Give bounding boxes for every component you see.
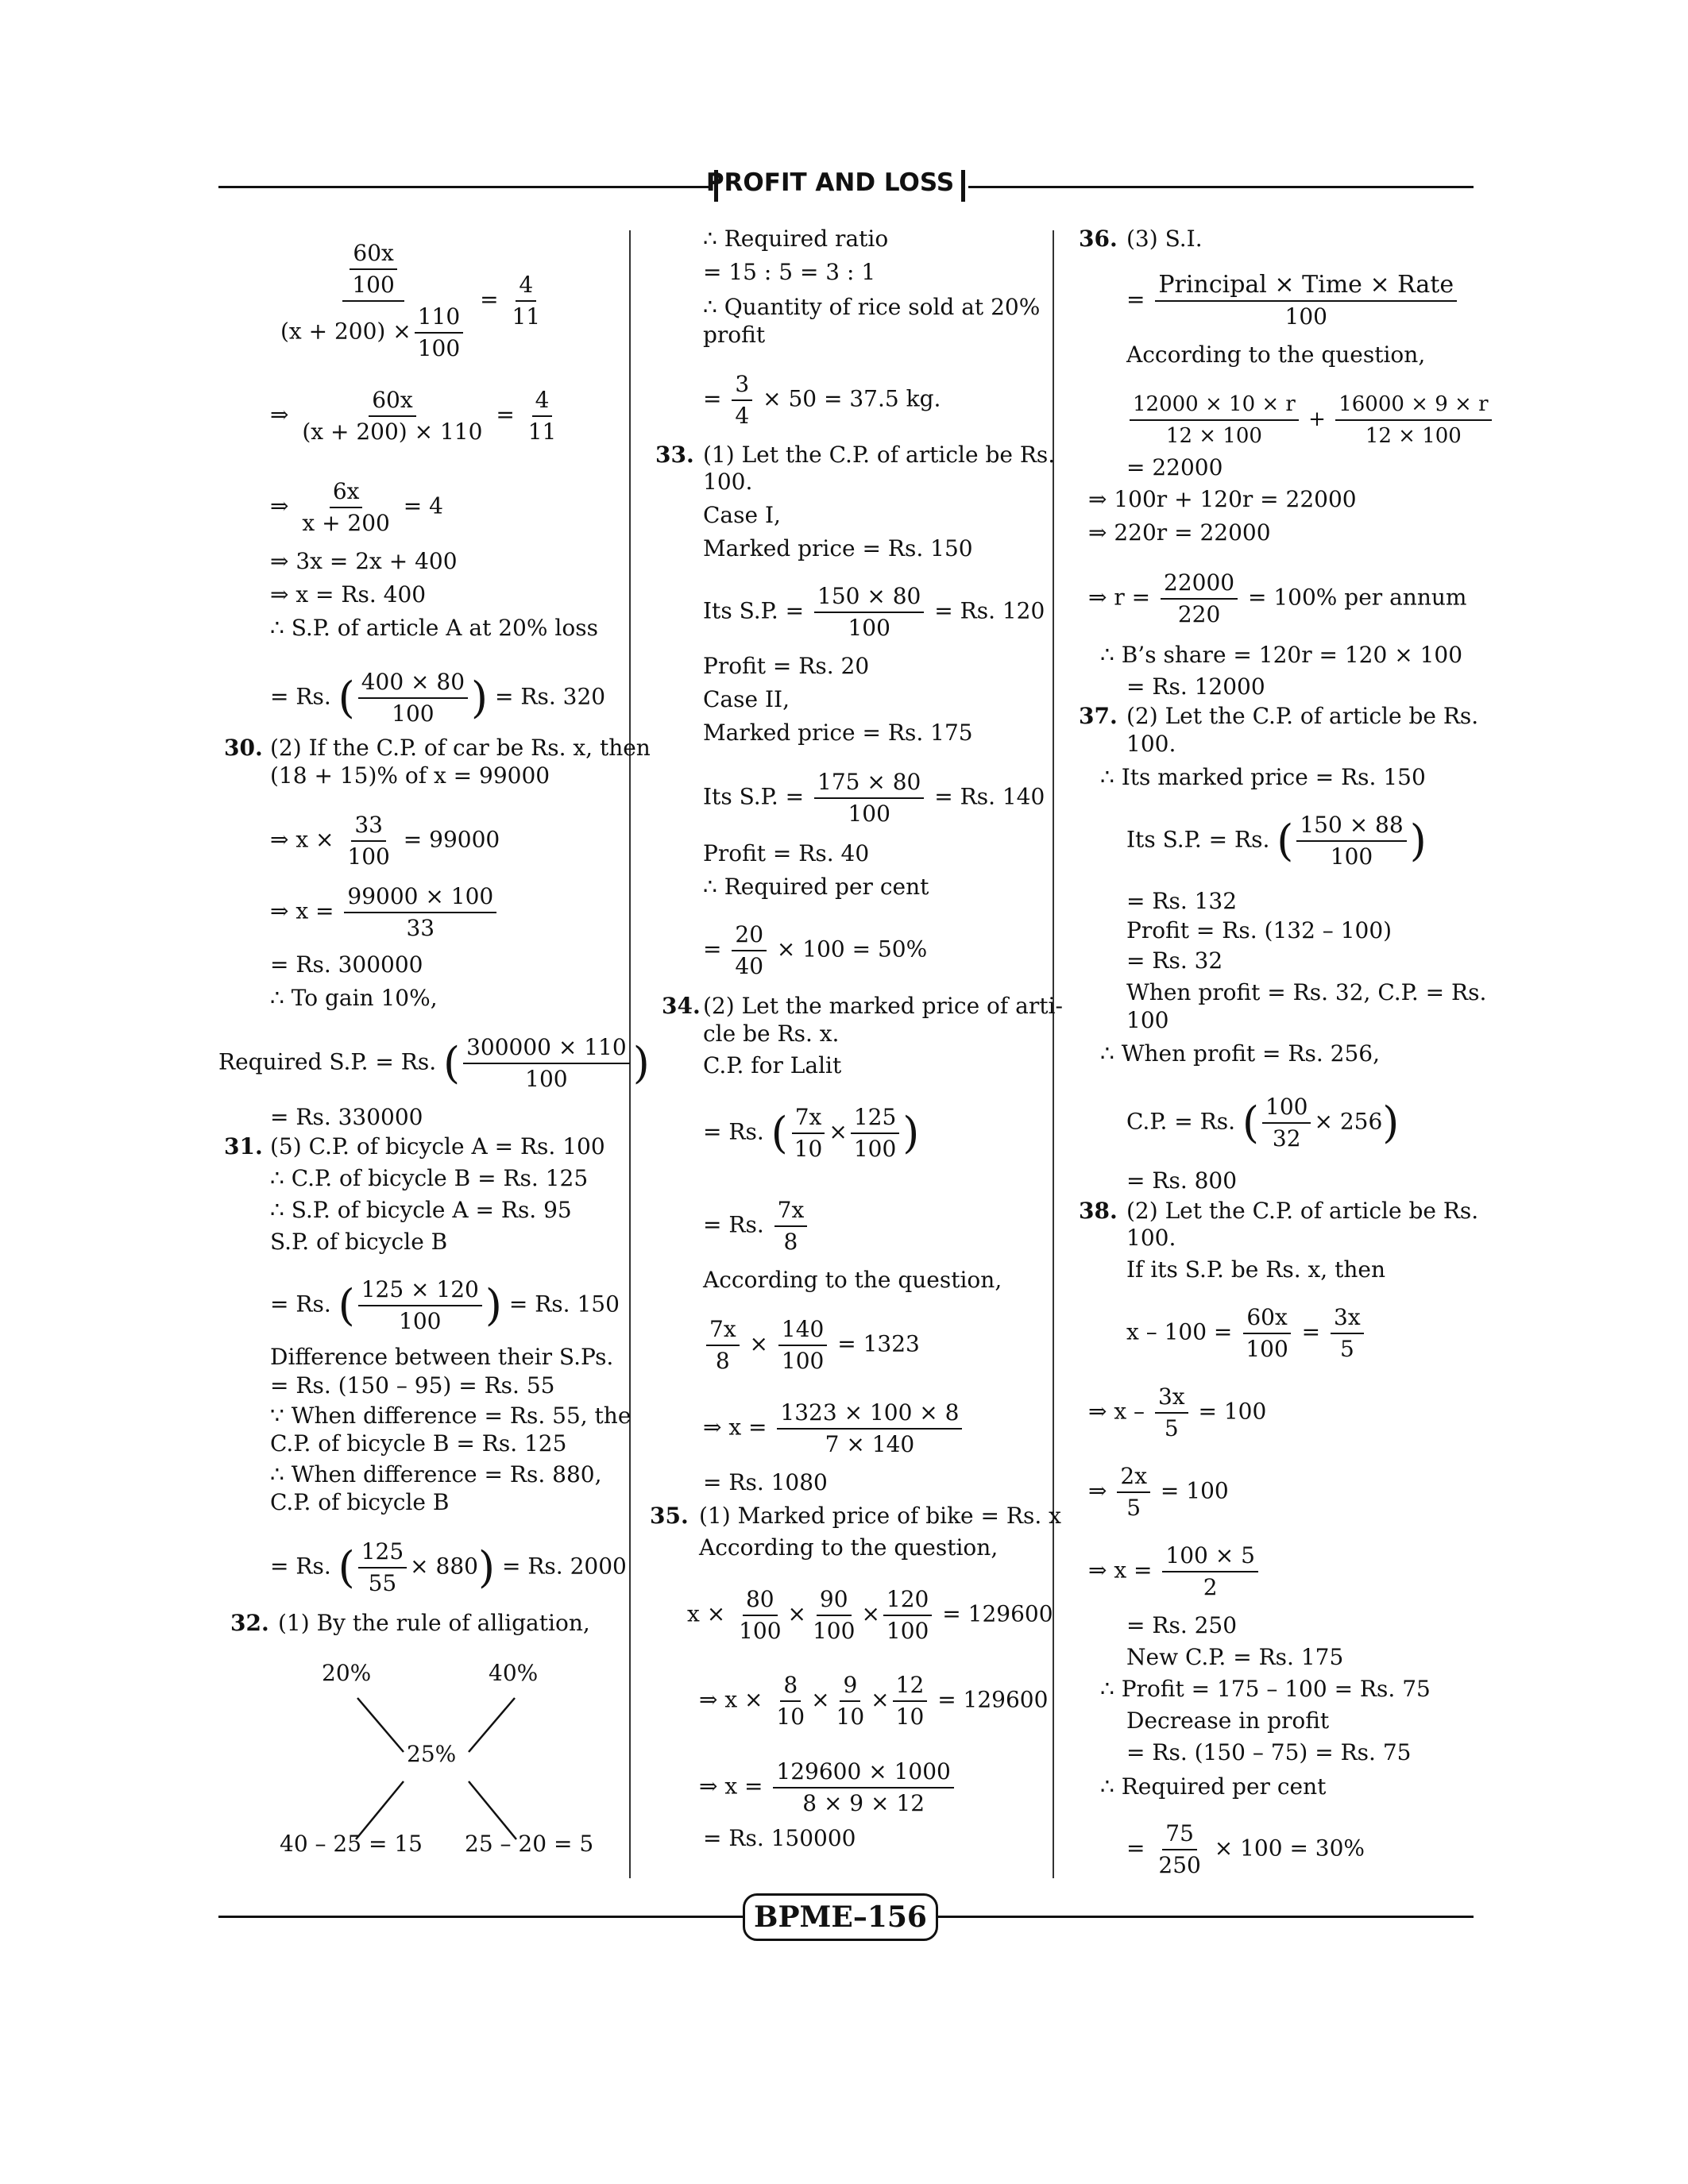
alligation-cross-diagram bbox=[318, 1690, 604, 1849]
q34-l7: $\frac{7x}{8}$ × $\frac{140}{100}$ = 1323 bbox=[703, 1314, 920, 1376]
frac: $\frac{100 \times 5}{2}$ bbox=[1162, 1541, 1258, 1603]
q31-l7: = Rs. (150 – 95) = Rs. 55 bbox=[270, 1372, 555, 1399]
frac: $\frac{125}{55}$ bbox=[358, 1537, 407, 1599]
q33-number: 33. bbox=[655, 442, 694, 468]
q31-l1: (5) C.P. of bicycle A = Rs. 100 bbox=[270, 1133, 605, 1160]
frac: $\frac{33}{100}$ bbox=[347, 812, 390, 870]
q38-l5: ⇒ x – $\frac{3x}{5}$ = 100 bbox=[1088, 1382, 1266, 1444]
c2-l4: profit bbox=[703, 322, 766, 348]
q38-l4: x – 100 = $\frac{60x}{100}$ = $\frac{3x}{5}$ bbox=[1126, 1302, 1367, 1364]
q30-l6: ∴ To gain 10%, bbox=[270, 985, 438, 1011]
frac: $\frac{3}{4}$ bbox=[732, 369, 752, 431]
q31-l5: = Rs. ( $\frac{125 \times 120}{100}$ ) = Rs. 150 bbox=[270, 1275, 620, 1337]
q38-l10: ∴ Profit = 175 – 100 = Rs. 75 bbox=[1100, 1676, 1431, 1702]
frac: $\frac{1323 \times 100 \times 8}{7 \times 140}$ bbox=[777, 1398, 962, 1460]
frac: $\frac{7x}{8}$ bbox=[706, 1314, 740, 1376]
q38-l3: If its S.P. be Rs. x, then bbox=[1126, 1256, 1385, 1283]
frac: $\frac{2x}{5}$ bbox=[1117, 1461, 1150, 1523]
q37-l7: = Rs. 32 bbox=[1126, 947, 1223, 974]
q34-number: 34. bbox=[662, 993, 701, 1019]
q33-l4: Marked price = Rs. 150 bbox=[703, 535, 973, 561]
q37-l9: 100 bbox=[1126, 1007, 1169, 1033]
frac: $\frac{300000 \times 110}{100}$ bbox=[463, 1032, 630, 1094]
page-header bbox=[218, 162, 1474, 210]
q31-l6: Difference between their S.Ps. bbox=[270, 1344, 614, 1370]
q36-l5: = 22000 bbox=[1126, 454, 1223, 480]
q35-number: 35. bbox=[650, 1503, 689, 1529]
q37-l8: When profit = Rs. 32, C.P. = Rs. bbox=[1126, 979, 1487, 1005]
q38-l12: = Rs. (150 – 75) = Rs. 75 bbox=[1126, 1739, 1412, 1765]
q34-l3: C.P. for Lalit bbox=[703, 1052, 842, 1078]
q35-l1: (1) Marked price of bike = Rs. x bbox=[699, 1503, 1061, 1529]
frac: $\frac{6x}{x + 200}$ bbox=[302, 478, 390, 536]
q38-l1: (2) Let the C.P. of article be Rs. bbox=[1126, 1198, 1479, 1224]
q31-l12: = Rs. ( $\frac{125}{55}$ × 880) = Rs. 2000 bbox=[270, 1537, 627, 1599]
c2-l2: = 15 : 5 = 3 : 1 bbox=[703, 259, 876, 285]
q31-l11: C.P. of bicycle B bbox=[270, 1489, 450, 1515]
q30-l1: (2) If the C.P. of car be Rs. x, then bbox=[270, 735, 651, 761]
c1-l5: ⇒ x = Rs. 400 bbox=[270, 581, 427, 608]
q35-l3: x × $\frac{80}{100}$ × $\frac{90}{100}$ × $\frac{120}{100}$ = 129600 bbox=[687, 1584, 1053, 1646]
q36-l4: $\frac{12000 \times 10 \times r}{12 \times 100}$ + $\frac{16000 \times 9 \times r}{12 \times 100}$ bbox=[1126, 389, 1495, 451]
q37-l6: Profit = Rs. (132 – 100) bbox=[1126, 917, 1393, 943]
q31-l8: ∵ When difference = Rs. 55, the bbox=[270, 1403, 632, 1429]
page-number-badge: BPME–156 bbox=[743, 1893, 938, 1941]
q31-l9: C.P. of bicycle B = Rs. 125 bbox=[270, 1430, 567, 1457]
q32-l1: (1) By the rule of alligation, bbox=[278, 1610, 590, 1636]
q34-l2: cle be Rs. x. bbox=[703, 1021, 840, 1047]
frac: $\frac{120}{100}$ bbox=[883, 1584, 932, 1646]
q37-l1: (2) Let the C.P. of article be Rs. bbox=[1126, 703, 1479, 729]
q36-l8: ⇒ r = $\frac{22000}{220}$ = 100% per annum bbox=[1088, 568, 1466, 630]
page-footer bbox=[218, 1890, 1474, 1946]
q30-number: 30. bbox=[224, 735, 263, 761]
frac: $\frac{129600 \times 1000}{8 \times 9 \times 12}$ bbox=[773, 1757, 953, 1819]
c2-l3: ∴ Quantity of rice sold at 20% bbox=[703, 294, 1041, 320]
q36-l6: ⇒ 100r + 120r = 22000 bbox=[1088, 486, 1357, 512]
q36-l10: = Rs. 12000 bbox=[1126, 673, 1265, 700]
q38-l2: 100. bbox=[1126, 1225, 1176, 1251]
header-bar-right bbox=[961, 170, 965, 202]
frac: $\frac{9}{10}$ bbox=[836, 1672, 865, 1730]
frac: $\frac{100}{32}$ bbox=[1262, 1092, 1311, 1154]
allig-top-right: 40% bbox=[489, 1660, 539, 1686]
c1-eq3: ⇒ $\frac{6x}{x + 200}$ = 4 bbox=[270, 477, 443, 538]
q36-l7: ⇒ 220r = 22000 bbox=[1088, 519, 1271, 546]
frac: $\frac{60x}{100}$ bbox=[349, 238, 397, 300]
c1-l7: = Rs. ( $\frac{400 \times 80}{100}$ ) = Rs. 320 bbox=[270, 667, 605, 729]
c2-l5: = $\frac{3}{4}$ × 50 = 37.5 kg. bbox=[703, 369, 941, 431]
allig-bottom-right: 25 – 20 = 5 bbox=[465, 1831, 594, 1857]
frac: Principal × Time × Rate 100 bbox=[1155, 270, 1457, 332]
allig-top-left: 20% bbox=[322, 1660, 372, 1686]
frac: $\frac{140}{100}$ bbox=[778, 1314, 827, 1376]
frac: $\frac{7x}{10}$ bbox=[791, 1102, 826, 1164]
q30-l7: Required S.P. = Rs. ( $\frac{300000 \times 110}{100}$ ) bbox=[218, 1032, 650, 1094]
frac: $\frac{150 \times 88}{100}$ bbox=[1296, 810, 1406, 872]
allig-middle: 25% bbox=[407, 1741, 457, 1767]
frac: $\frac{90}{100}$ bbox=[812, 1586, 856, 1644]
q38-l6: ⇒ $\frac{2x}{5}$ = 100 bbox=[1088, 1461, 1229, 1523]
frac: $\frac{110}{100}$ bbox=[415, 302, 463, 364]
q33-l1: (1) Let the C.P. of article be Rs. bbox=[703, 442, 1056, 468]
q30-l4: ⇒ x = $\frac{99000 \times 100}{33}$ bbox=[270, 882, 500, 943]
q30-l2: (18 + 15)% of x = 99000 bbox=[270, 762, 550, 789]
q38-l8: = Rs. 250 bbox=[1126, 1612, 1238, 1638]
c1-eq2: ⇒ $\frac{60x}{(x + 200) \times 110}$ = $\frac{4}{11}$ bbox=[270, 385, 562, 447]
frac: $\frac{4}{11}$ bbox=[512, 272, 541, 330]
c1-eq1: $\frac{60x}{100}$ (x + 200) × $\frac{110}{100}$ = $\frac{4}{11}$ bbox=[274, 238, 547, 364]
frac: $\frac{3x}{5}$ bbox=[1331, 1302, 1364, 1364]
q38-l7: ⇒ x = $\frac{100 \times 5}{2}$ bbox=[1088, 1541, 1261, 1603]
q36-l9: ∴ B’s share = 120r = 120 × 100 bbox=[1100, 642, 1463, 668]
q33-l3: Case I, bbox=[703, 502, 781, 528]
frac: $\frac{12}{10}$ bbox=[893, 1670, 928, 1732]
frac: $\frac{400 \times 80}{100}$ bbox=[358, 667, 468, 729]
q32-number: 32. bbox=[230, 1610, 269, 1636]
q38-l11: Decrease in profit bbox=[1126, 1707, 1330, 1734]
q37-l5: = Rs. 132 bbox=[1126, 888, 1238, 914]
q35-l6: = Rs. 150000 bbox=[703, 1825, 856, 1851]
q37-l4: Its S.P. = Rs. ( $\frac{150 \times 88}{100}$ ) bbox=[1126, 810, 1427, 872]
frac: $\frac{150 \times 80}{100}$ bbox=[814, 581, 924, 643]
frac: $\frac{80}{100}$ bbox=[739, 1586, 782, 1644]
q35-l4: ⇒ x × $\frac{8}{10}$ × $\frac{9}{10}$ × $\frac{12}{10}$ = 129600 bbox=[699, 1670, 1048, 1732]
header-rule-right bbox=[968, 186, 1474, 188]
q34-l5: = Rs. $\frac{7x}{8}$ bbox=[703, 1195, 810, 1257]
header-rule-left bbox=[218, 186, 711, 188]
q37-l10: ∴ When profit = Rs. 256, bbox=[1100, 1040, 1380, 1067]
q33-l8: Marked price = Rs. 175 bbox=[703, 720, 973, 746]
q33-l9: Its S.P. = $\frac{175 \times 80}{100}$ = Rs. 140 bbox=[703, 767, 1045, 829]
q31-l3: ∴ S.P. of bicycle A = Rs. 95 bbox=[270, 1197, 572, 1223]
q34-l6: According to the question, bbox=[703, 1267, 1002, 1293]
frac: $\frac{12000 \times 10 \times r}{12 \times 100}$ bbox=[1130, 389, 1299, 451]
q36-l2: = Principal × Time × Rate 100 bbox=[1126, 270, 1460, 332]
c2-l1: ∴ Required ratio bbox=[703, 226, 889, 252]
frac: $\frac{8}{10}$ bbox=[776, 1672, 805, 1730]
q37-number: 37. bbox=[1079, 703, 1118, 729]
c1-l6: ∴ S.P. of article A at 20% loss bbox=[270, 615, 598, 641]
frac: $\frac{60x}{100}$ bbox=[1242, 1302, 1291, 1364]
q36-l3: According to the question, bbox=[1126, 341, 1426, 368]
c1-l4: ⇒ 3x = 2x + 400 bbox=[270, 548, 458, 574]
q33-l6: Profit = Rs. 20 bbox=[703, 653, 870, 679]
q35-l5: ⇒ x = $\frac{129600 \times 1000}{8 \times 9 \times 12}$ bbox=[699, 1757, 957, 1819]
q34-l8: ⇒ x = $\frac{1323 \times 100 \times 8}{7 \times 140}$ bbox=[703, 1398, 965, 1460]
q33-l2: 100. bbox=[703, 469, 753, 495]
header-title: PROFIT AND LOSS bbox=[705, 168, 955, 197]
q37-l12: = Rs. 800 bbox=[1126, 1167, 1238, 1194]
frac: $\frac{75}{250}$ bbox=[1158, 1820, 1201, 1878]
complex-fraction: $\frac{60x}{100}$ (x + 200) × $\frac{110}{100}$ bbox=[277, 238, 469, 364]
q33-l11: ∴ Required per cent bbox=[703, 874, 929, 900]
frac: $\frac{22000}{220}$ bbox=[1161, 568, 1238, 630]
q33-l10: Profit = Rs. 40 bbox=[703, 840, 870, 866]
q30-l5: = Rs. 300000 bbox=[270, 951, 423, 978]
q33-l12: = $\frac{20}{40}$ × 100 = 50% bbox=[703, 920, 927, 982]
q30-l8: = Rs. 330000 bbox=[270, 1104, 423, 1130]
q34-l4: = Rs. ( $\frac{7x}{10}$ × $\frac{125}{100}$ ) bbox=[703, 1102, 919, 1164]
frac: $\frac{3x}{5}$ bbox=[1155, 1382, 1188, 1444]
q36-l1: (3) S.I. bbox=[1126, 226, 1203, 252]
q33-l7: Case II, bbox=[703, 686, 790, 712]
q37-l11: C.P. = Rs. ( $\frac{100}{32}$ × 256) bbox=[1126, 1092, 1399, 1154]
q35-l2: According to the question, bbox=[699, 1534, 999, 1561]
allig-line-tl bbox=[357, 1698, 404, 1752]
allig-line-tr bbox=[469, 1698, 515, 1752]
frac: $\frac{60x}{(x + 200) \times 110}$ bbox=[302, 387, 483, 445]
frac: $\frac{4}{11}$ bbox=[527, 387, 557, 445]
q38-l9: New C.P. = Rs. 175 bbox=[1126, 1644, 1344, 1670]
frac: $\frac{16000 \times 9 \times r}{12 \times 100}$ bbox=[1335, 389, 1491, 451]
q31-l10: ∴ When difference = Rs. 880, bbox=[270, 1461, 602, 1488]
q38-number: 38. bbox=[1079, 1198, 1118, 1224]
q34-l1: (2) Let the marked price of arti- bbox=[703, 993, 1063, 1019]
q38-l14: = $\frac{75}{250}$ × 100 = 30% bbox=[1126, 1819, 1365, 1881]
q34-l9: = Rs. 1080 bbox=[703, 1469, 828, 1495]
q33-l5: Its S.P. = $\frac{150 \times 80}{100}$ = Rs. 120 bbox=[703, 581, 1045, 643]
q31-number: 31. bbox=[224, 1133, 263, 1160]
frac: $\frac{175 \times 80}{100}$ bbox=[814, 767, 924, 829]
q31-l2: ∴ C.P. of bicycle B = Rs. 125 bbox=[270, 1165, 589, 1191]
q36-number: 36. bbox=[1079, 226, 1118, 252]
frac: $\frac{20}{40}$ bbox=[732, 920, 767, 982]
q30-l3: ⇒ x × $\frac{33}{100}$ = 99000 bbox=[270, 810, 500, 872]
q31-l4: S.P. of bicycle B bbox=[270, 1229, 448, 1255]
allig-bottom-left: 40 – 25 = 15 bbox=[280, 1831, 423, 1857]
frac: $\frac{7x}{8}$ bbox=[774, 1195, 808, 1257]
q37-l3: ∴ Its marked price = Rs. 150 bbox=[1100, 764, 1426, 790]
frac: $\frac{99000 \times 100}{33}$ bbox=[344, 882, 496, 943]
frac: $\frac{125}{100}$ bbox=[851, 1102, 899, 1164]
frac: $\frac{125 \times 120}{100}$ bbox=[358, 1275, 482, 1337]
q37-l2: 100. bbox=[1126, 731, 1176, 757]
q38-l13: ∴ Required per cent bbox=[1100, 1773, 1327, 1800]
